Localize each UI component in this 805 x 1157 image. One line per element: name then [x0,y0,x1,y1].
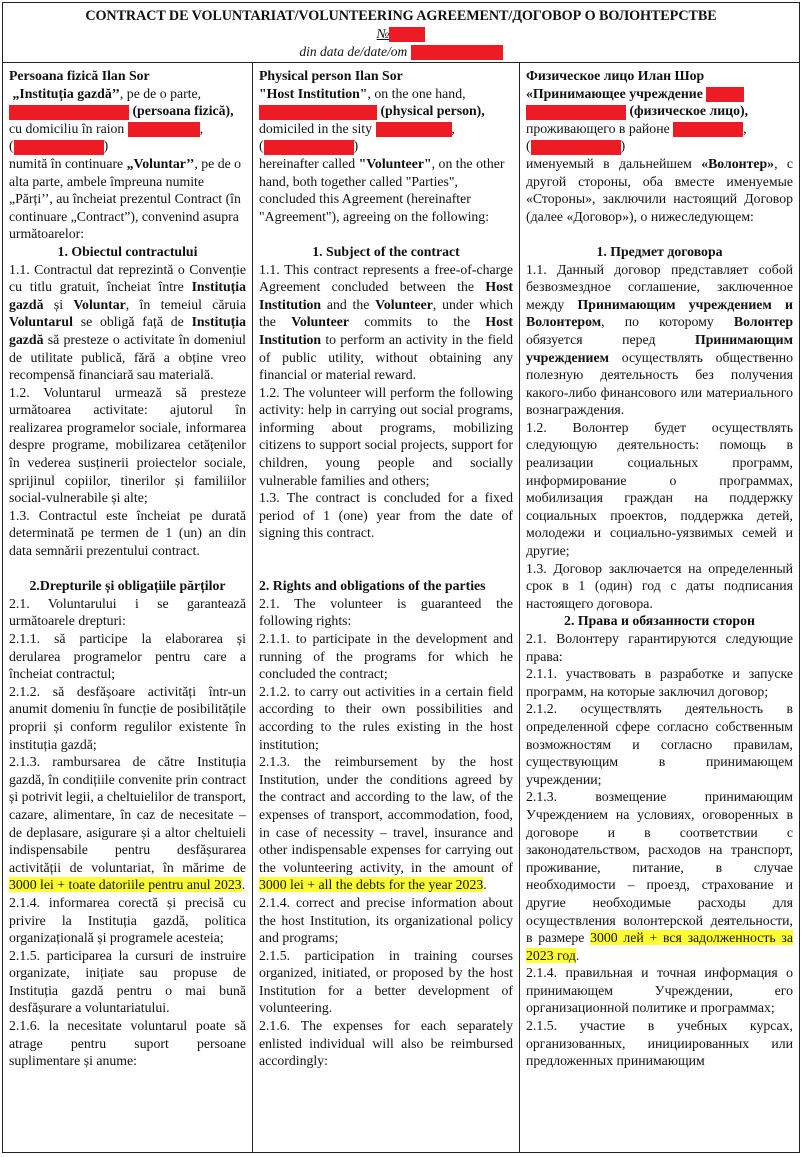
section-2-title: 2. Rights and obligations of the parties [259,578,486,594]
redacted-name [526,105,626,120]
section-1-title: 1. Предмет договора [596,243,723,259]
clause-2-1-5: 2.1.5. participation in training courses organized, initiated, or proposed by the host Institution for a better development of volunteering. [259,947,513,1016]
redacted-district [128,122,200,137]
column-romanian [3,63,253,1152]
clause-1-2: 1.2. Волонтер будет осуществлять следующую деятельность: помощь в реализации социальных программ, информирование о программах, мобилизация граждан на поддержку социальных проектов, поддержка детей, молодежи и социально-уязвимых семей и другие; [526,419,793,559]
clause-2-1-5: 2.1.5. participarea la cursuri de instruire organizate, inițiate sau propuse de Instituția gazdă pentru o mai bună desfășurare a voluntariatului. [9,947,246,1016]
clause-2-1-2: 2.1.2. осуществлять деятельность в определенной сфере согласно собственным возможностям и согласно правилам, существующим в принимающем учреждении; [526,701,793,787]
clause-1-2: 1.2. Voluntarul urmează să presteze următoarea activitate: ajutorul în realizarea programelor sociale, informarea despre programe, mobilizarea cetățenilor în vederea susținerii proiectelor sociale, sprijinul copiilor, tinerilor și familiilor social-vulnerabile și alte; [9,384,246,506]
redacted-institution [706,87,744,102]
number-label: № [376,26,390,41]
clause-1-3: 1.3. Договор заключается на определенный срок в 1 (один) год с даты подписания настоящего договора. [526,560,793,611]
clause-2-1-4: 2.1.4. правильная и точная информация о принимающем Учреждении, его организационной политике и программах; [526,965,793,1016]
clause-2-1-4: 2.1.4. correct and precise information about the host Institution, its organizational policy and programs; [259,894,513,946]
highlighted-amount: 3000 лей + вся задолженность за 2023 год [526,930,793,963]
redacted-city [376,122,452,137]
document-title: CONTRACT DE VOLUNTARIAT/VOLUNTEERING AGREEMENT/ДОГОВОР О ВОЛОНТЕРСТВЕ [85,8,717,24]
hereinafter-paragraph: именуемый в дальнейшем «Волонтер», с другой стороны, оба вместе именуемые «Стороны», заключили настоящий Договор (далее «Договор»), о нижеследующем: [526,155,793,224]
clause-2-1-1: 2.1.1. участвовать в разработке и запуске программ, на которые заключил договор; [526,666,793,699]
clause-2-1-6: 2.1.6. la necesitate voluntarul poate să atrage pentru suport persoane suplimentare și anume: [9,1018,246,1069]
contract-date [3,43,799,61]
clause-2-1-2: 2.1.2. să desfășoare activități într-un anumit domeniu în funcție de posibilitățile proprii și conform regulilor existente în instituția gazdă; [9,683,246,752]
clause-1-1: 1.1. This contract represents a free-of-charge Agreement concluded between the Host Institution and the Volunteer, under which the Volunteer commits to the Host Institution to perform an activity in the field of public utility, without obtaining any financial or material reward. [259,261,514,383]
redacted-address [264,140,354,155]
date-label: din data de/date/om [299,44,408,59]
contract-columns [3,63,799,1152]
highlighted-amount: 3000 lei + toate datoriile pentru anul 2023 [9,877,242,893]
clause-2-1-3: 2.1.3. the reimbursement by the host Institution, under the conditions agreed by the contract and according to the law, of the expenses of transport, accommodation, food, in case of necessity – travel, insurance and other indispensable expenses for carrying out the volunteering activity, in the amount of 3000 lei + all the debts for the year 2023. [259,754,513,893]
clause-2-1: 2.1. Волонтеру гарантируются следующие права: [526,631,793,664]
redacted-date [411,45,503,60]
clause-2-1-1: 2.1.1. să participe la elaborarea și derularea programelor pentru care a încheiat contractul; [9,631,246,682]
party-intro: Persoana fizică Ilan Sor [9,68,150,83]
clause-2-1-4: 2.1.4. informarea corectă și precisă cu privire la Instituția gazdă, politica organizațională și programele acesteia; [9,894,246,946]
clause-2-1-3: 2.1.3. rambursarea de către Instituția gazdă, în condițiile convenite prin contract și potrivit legii, a cheltuielilor de transport, cazare, alimentare, în caz de necesitate – de deplasare, asigurare și a altor cheltuieli indispensabile pentru desfășurarea activității de voluntariat, în mărime de 3000 lei + toate datoriile pentru anul 2023. [9,754,246,893]
redacted-address [14,140,104,155]
section-2-title: 2. Права и обязанности сторон [564,613,755,629]
redacted-district [673,122,743,137]
host-paragraph: „Instituția gazdă’’, pe de o parte, (persoana fizică), cu domiciliu în raion , ( ) [9,85,234,154]
host-paragraph: "Host Institution", on the one hand, (physical person), domiciled in the sity , ( ) [259,85,485,154]
clause-2-1: 2.1. Voluntarului i se garantează următoarele drepturi: [9,595,246,629]
clause-1-1: 1.1. Contractul dat reprezintă o Convenție cu titlu gratuit, încheiat între Instituția gazdă și Voluntar, în temeiul căruia Voluntarul se obligă față de Instituția gazdă să presteze o activitate în domeniul de utilitate publică, fără a obține vreo recompensă financiară sau materială. [9,261,246,383]
party-intro: Physical person Ilan Sor [259,68,403,83]
section-1-title: 1. Subject of the contract [312,243,460,259]
redacted-name [259,105,377,120]
contract-number [3,25,799,43]
highlighted-amount: 3000 lei + all the debts for the year 2023 [259,877,484,893]
clause-1-3: 1.3. The contract is concluded for a fixed period of 1 (one) year from the date of signing this contract. [259,490,513,541]
hereinafter-paragraph: hereinafter called "Volunteer", on the other hand, both together called "Parties", concluded this Agreement (hereinafter "Agreement"), agreeing on the following: [259,155,505,224]
clause-2-1-3: 2.1.3. возмещение принимающим Учреждением на условиях, оговоренных в договоре и в соответствии с законодательством, расходов на транспорт, проживание, питание, в случае необходимости – проезд, страхование и другие необходимые расходы для осуществления волонтерской деятельности, в размере 3000 лей + вся задолженность за 2023 год. [526,789,793,963]
host-paragraph: «Принимающее учреждение (физическое лицо), проживающего в районе , ( ) [526,85,749,154]
column-russian [520,63,799,1152]
clause-2-1-5: 2.1.5. участие в учебных курсах, организованных, инициированных или предложенных принимающим [526,1018,793,1069]
clause-1-3: 1.3. Contractul este încheiat pe durată determinată pe termen de 1 (un) an din data semnării prezentului contract. [9,507,246,559]
clause-1-2: 1.2. The volunteer will perform the following activity: help in carrying out social programs, informing about programs, mobilizing citizens to support social projects, support for children, young people and socially vulnerable families and others; [259,384,513,488]
column-english [253,63,520,1152]
section-1-title: 1. Obiectul contractului [57,243,198,259]
clause-1-1: 1.1. Данный договор представляет собой безвозмездное соглашение, заключенное между Принимающим учреждением и Волонтером, по которому Волонтер обязуется перед Принимающим учреждением осуществлять общественно полезную деятельность без получения какого-либо финансового или материального вознаграждения. [526,261,793,418]
clause-2-1-1: 2.1.1. to participate in the development and running of the programs for which he concluded the contract; [259,631,513,682]
redacted-address [531,140,621,155]
document-header [3,3,799,63]
party-intro: Физическое лицо Илан Шор [526,68,705,83]
clause-2-1: 2.1. The volunteer is guaranteed the following rights: [259,595,513,629]
contract-page [2,2,800,1153]
hereinafter-paragraph: numită în continuare „Voluntar’’, pe de o alta parte, ambele împreuna numite „Părți’’, au încheiat prezentul Contract (în continuare „Contract”), convenind asupra următoarelor: [9,155,242,242]
clause-2-1-2: 2.1.2. to carry out activities in a certain field according to their own possibilities and according to the rules existing in the host institution; [259,683,513,752]
redacted-name [9,105,129,120]
redacted-number [389,27,425,42]
clause-2-1-6: 2.1.6. The expenses for each separately enlisted individual will also be reimbursed accordingly: [259,1018,513,1069]
section-2-title: 2.Drepturile și obligațiile părților [29,578,226,594]
